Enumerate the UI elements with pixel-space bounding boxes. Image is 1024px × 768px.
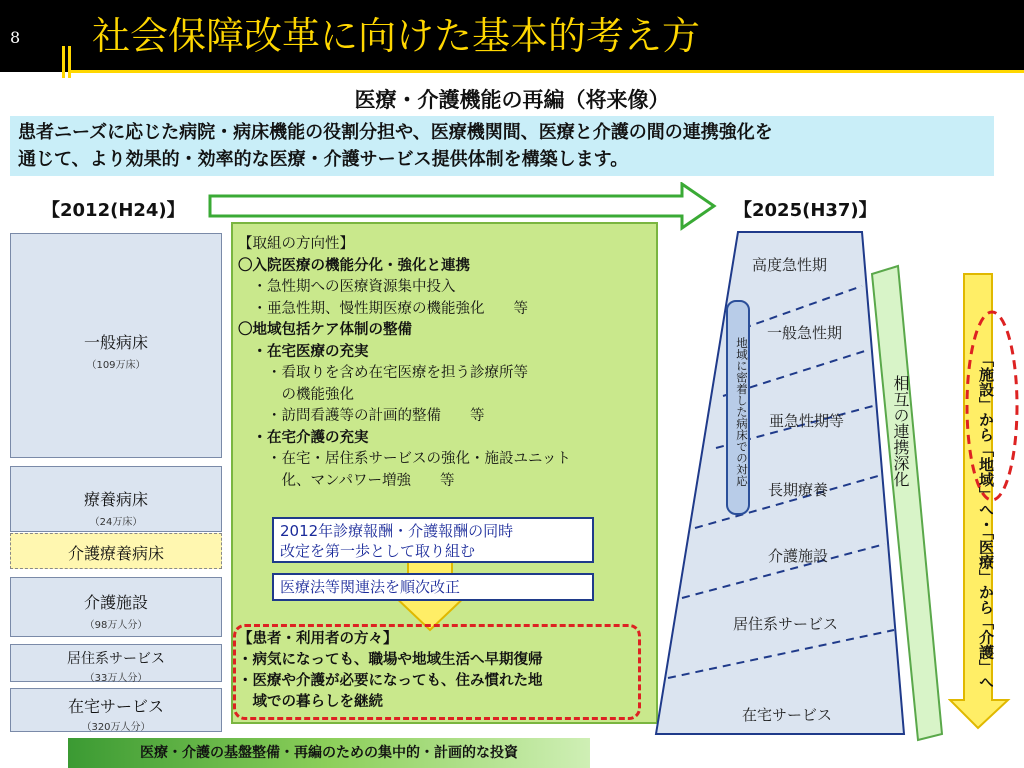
revision-note-box: [272, 517, 594, 563]
box-capacity: （109万床）: [86, 360, 146, 371]
patients-line: 域での暮らしを継続: [238, 694, 383, 710]
box-capacity: （320万人分）: [81, 722, 151, 733]
local-beds-label: 地域に密着した病床での対応: [726, 300, 750, 515]
cooperation-label: 相互の連携深化: [891, 375, 910, 487]
year-label-2012: 【2012(H24)】: [42, 200, 185, 221]
layer-high-acute: 高度急性期: [752, 256, 828, 274]
summary-line: 通じて、より効果的・効率的な医療・介護サービス提供体制を構築します。: [18, 149, 629, 170]
law-revision-box: 医療法等関連法を順次改正: [272, 573, 594, 601]
summary-line: 患者ニーズに応じた病院・病床機能の役割分担や、医療機関間、医療と介護の間の連携強化を: [18, 122, 773, 143]
investment-bar: 医療・介護の基盤整備・再編のための集中的・計画的な投資: [68, 738, 590, 768]
title-accent-bar: [68, 46, 71, 78]
box-label: 介護施設: [83, 593, 148, 612]
title-underline: [68, 70, 1024, 73]
title-accent-bar: [62, 46, 65, 78]
policy-line: ・亜急性期、慢性期医療の機能強化 等: [238, 300, 528, 317]
revision-note-line: 改定を第一歩として取り組む: [280, 542, 476, 560]
shift-label: 「施設」から「地域」へ・「医療」から「介護」へ: [977, 352, 995, 690]
policy-line: 【取組の方向性】: [238, 236, 354, 252]
cooperation-arrow: [868, 264, 952, 742]
diagram-title: 医療・介護機能の再編（将来像）: [354, 88, 670, 112]
recuperation-beds-box: [10, 466, 222, 532]
box-capacity: （24万床）: [89, 517, 143, 528]
box-label: 介護療養病床: [67, 544, 164, 563]
layer-long-term: 長期療養: [768, 481, 829, 499]
box-capacity: （33万人分）: [84, 673, 148, 684]
policy-line: ・看取りを含め在宅医療を担う診療所等: [238, 365, 528, 381]
patients-outcome-text: [238, 629, 543, 713]
revision-note-line: 2012年診療報酬・介護報酬の同時: [280, 522, 514, 540]
policy-line: ・在宅・居住系サービスの強化・施設ユニット: [238, 451, 571, 467]
policy-line: 化、マンパワー増強 等: [238, 472, 455, 489]
layer-residential: 居住系サービス: [733, 615, 839, 633]
layer-home-services: 在宅サービス: [742, 706, 833, 724]
patients-line: 【患者・利用者の方々】: [238, 631, 398, 647]
policy-line: ・在宅医療の充実: [238, 343, 369, 360]
home-services-box: [10, 688, 222, 732]
policy-line: ・在宅介護の充実: [238, 429, 369, 446]
policy-line: 〇地域包括ケア体制の整備: [238, 322, 412, 338]
box-capacity: （98万人分）: [84, 620, 148, 631]
policy-line: ・訪問看護等の計画的整備 等: [238, 408, 485, 424]
box-label: 居住系サービス: [67, 651, 165, 667]
policy-line: の機能強化: [238, 386, 354, 403]
general-beds-box: [10, 233, 222, 458]
patients-line: ・病気になっても、職場や地域生活へ早期復帰: [238, 652, 543, 668]
box-label: 一般病床: [83, 333, 148, 352]
layer-care-facilities: 介護施設: [768, 547, 829, 565]
policy-direction-text: [238, 234, 571, 492]
patients-line: ・医療や介護が必要になっても、住み慣れた地: [238, 673, 543, 689]
summary-box: [10, 116, 994, 176]
year-label-2025: 【2025(H37)】: [734, 200, 877, 221]
slide-title: 社会保障改革に向けた基本的考え方: [92, 14, 701, 58]
box-label: 在宅サービス: [67, 697, 164, 716]
care-recuperation-beds-box: [10, 533, 222, 569]
policy-line: 〇入院医療の機能分化・強化と連携: [238, 257, 470, 274]
policy-line: ・急性期への医療資源集中投入: [238, 279, 456, 295]
layer-general-acute: 一般急性期: [767, 324, 843, 342]
box-label: 療養病床: [83, 490, 148, 509]
layer-subacute: 亜急性期等: [769, 412, 845, 430]
care-facilities-box: [10, 577, 222, 637]
residential-services-box: [10, 644, 222, 682]
slide-number: 8: [10, 28, 21, 47]
